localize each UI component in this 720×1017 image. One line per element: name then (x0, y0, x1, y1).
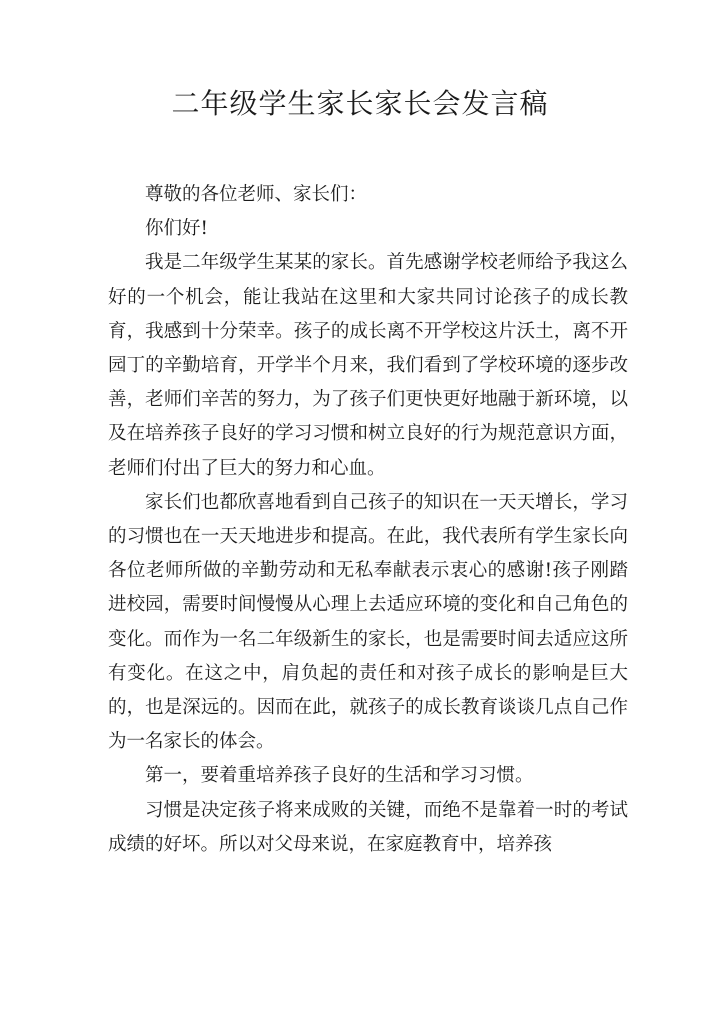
document-body (108, 178, 628, 862)
salutation: 尊敬的各位老师、家长们： (145, 184, 368, 205)
paragraph-point-one: 第一，要着重培养孩子良好的生活和学习习惯。 (145, 765, 534, 787)
paragraph-intro: 我是二年级学生某某的家长。首先感谢学校老师给予我这么好的一个机会，能让我站在这里和大家共同讨论孩子的成长教育，我感到十分荣幸。孩子的成长离不开学校这片沃土，离不开园丁的辛勤培育，开学半个月来，我们看到了学校环境的逐步改善，老师们辛苦的努力，为了孩子们更快更好地融于新环境，以及在培养孩子良好的学习习惯和树立良好的行为规范意识方面，老师们付出了巨大的努力和心血。 (108, 252, 628, 479)
paragraph-thanks: 家长们也都欣喜地看到自己孩子的知识在一天天增长，学习的习惯也在一天天地进步和提高。在此，我代表所有学生家长向各位老师所做的辛勤劳动和无私奉献表示衷心的感谢!孩子刚踏进校园，需要时间慢慢从心理上去适应环境的变化和自己角色的变化。而作为一名二年级新生的家长，也是需要时间去适应这所有变化。在这之中，肩负起的责任和对孩子成长的影响是巨大的，也是深远的。因而在此，就孩子的成长教育谈谈几点自己作为一名家长的体会。 (108, 491, 628, 753)
paragraph-habits: 习惯是决定孩子将来成败的关键，而绝不是靠着一时的考试成绩的好坏。所以对父母来说，在家庭教育中，培养孩 (108, 799, 628, 855)
document-title: 二年级学生家长家长会发言稿 (171, 87, 549, 120)
greeting: 你们好! (145, 218, 208, 240)
